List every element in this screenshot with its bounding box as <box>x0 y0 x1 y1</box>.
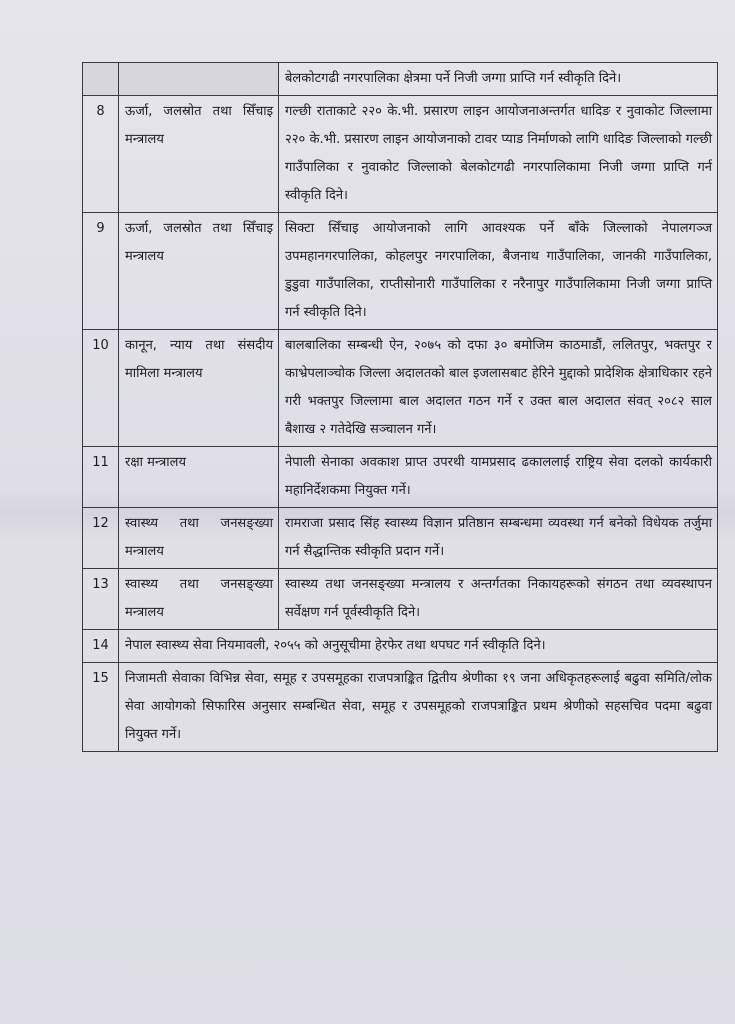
decision-cell: नेपाली सेनाका अवकाश प्राप्त उपरथी यामप्रसाद ढकाललाई राष्ट्रिय सेवा दलको कार्यकारी महानिर्देशकमा नियुक्त गर्ने। <box>279 447 718 508</box>
row-number: 8 <box>83 96 119 213</box>
row-number: 14 <box>83 630 119 663</box>
decision-cell: बालबालिका सम्बन्धी ऐन, २०७५ को दफा ३० बमोजिम काठमाडौं, ललितपुर, भक्तपुर र काभ्रेपलाञ्चोक जिल्ला अदालतको बाल इजलासबाट हेरिने मुद्दाको प्रादेशिक क्षेत्राधिकार रहने गरी भक्तपुर जिल्लामा बाल अदालत गठन गर्ने र उक्त बाल अदालत संवत् २०८२ साल बैशाख २ गतेदेखि सञ्चालन गर्ने। <box>279 330 718 447</box>
ministry-cell <box>119 63 279 96</box>
decision-cell: गल्छी राताकाटे २२० के.भी. प्रसारण लाइन आयोजनाअन्तर्गत धादिङ र नुवाकोट जिल्लामा २२० के.भी. प्रसारण लाइन आयोजनाको टावर प्याड निर्माणको लागि धादिङ जिल्लाको गल्छी गाउँपालिका र नुवाकोट जिल्लाको बेलकोटगढी नगरपालिकामा निजी जग्गा प्राप्ति गर्न स्वीकृति दिने। <box>279 96 718 213</box>
row-number: 9 <box>83 213 119 330</box>
ministry-cell: ऊर्जा, जलस्रोत तथा सिँचाइ मन्त्रालय <box>119 213 279 330</box>
decision-cell: बेलकोटगढी नगरपालिका क्षेत्रमा पर्ने निजी जग्गा प्राप्ति गर्न स्वीकृति दिने। <box>279 63 718 96</box>
ministry-cell: स्वास्थ्य तथा जनसङ्ख्या मन्त्रालय <box>119 569 279 630</box>
table-row <box>83 663 718 752</box>
table-row <box>83 569 718 630</box>
row-number: 10 <box>83 330 119 447</box>
decision-cell: रामराजा प्रसाद सिंह स्वास्थ्य विज्ञान प्रतिष्ठान सम्बन्धमा व्यवस्था गर्न बनेको विधेयक तर्जुमा गर्न सैद्धान्तिक स्वीकृति प्रदान गर्ने। <box>279 508 718 569</box>
decision-cell: स्वास्थ्य तथा जनसङ्ख्या मन्त्रालय र अन्तर्गतका निकायहरूको संगठन तथा व्यवस्थापन सर्वेक्षण गर्न पूर्वस्वीकृति दिने। <box>279 569 718 630</box>
row-number: 15 <box>83 663 119 752</box>
table-row <box>83 508 718 569</box>
table-row <box>83 213 718 330</box>
table-row <box>83 96 718 213</box>
row-number: 13 <box>83 569 119 630</box>
decision-cell: सिक्टा सिँचाइ आयोजनाको लागि आवश्यक पर्ने बाँके जिल्लाको नेपालगञ्ज उपमहानगरपालिका, कोहलपुर नगरपालिका, बैजनाथ गाउँपालिका, जानकी गाउँपालिका, डुडुवा गाउँपालिका, राप्तीसोनारी गाउँपालिका र नरैनापुर गाउँपालिकामा निजी जग्गा प्राप्ति गर्न स्वीकृति दिने। <box>279 213 718 330</box>
table-row <box>83 330 718 447</box>
row-number: 12 <box>83 508 119 569</box>
decision-cell: निजामती सेवाका विभिन्न सेवा, समूह र उपसमूहका राजपत्राङ्कित द्वितीय श्रेणीका १९ जना अधिकृतहरूलाई बढुवा समिति/लोक सेवा आयोगको सिफारिस अनुसार सम्बन्धित सेवा, समूह र उपसमूहको राजपत्राङ्कित प्रथम श्रेणीको सहसचिव पदमा बढुवा नियुक्त गर्ने। <box>119 663 718 752</box>
decisions-table <box>82 62 718 752</box>
ministry-cell: कानून, न्याय तथा संसदीय मामिला मन्त्रालय <box>119 330 279 447</box>
row-number: 11 <box>83 447 119 508</box>
table-row <box>83 63 718 96</box>
ministry-cell: रक्षा मन्त्रालय <box>119 447 279 508</box>
table-row <box>83 447 718 508</box>
ministry-cell: ऊर्जा, जलस्रोत तथा सिँचाइ मन्त्रालय <box>119 96 279 213</box>
table-row <box>83 630 718 663</box>
row-number <box>83 63 119 96</box>
decision-cell: नेपाल स्वास्थ्य सेवा नियमावली, २०५५ को अनुसूचीमा हेरफेर तथा थपघट गर्न स्वीकृति दिने। <box>119 630 718 663</box>
ministry-cell: स्वास्थ्य तथा जनसङ्ख्या मन्त्रालय <box>119 508 279 569</box>
